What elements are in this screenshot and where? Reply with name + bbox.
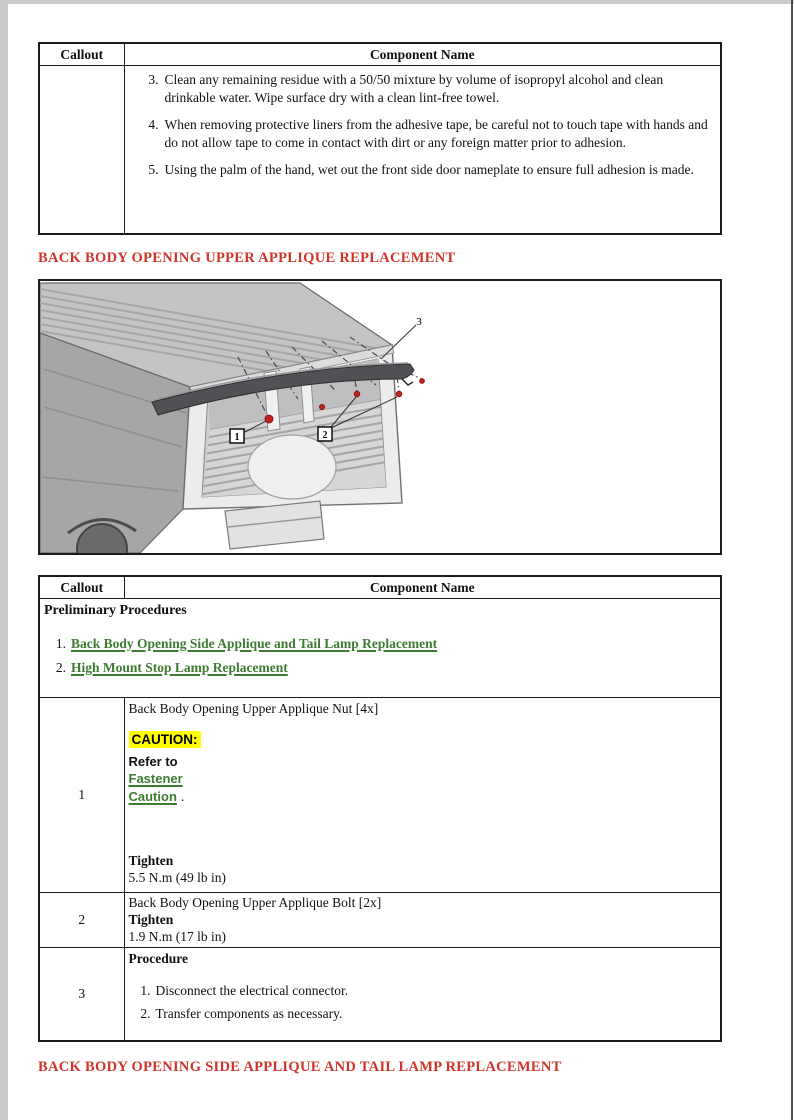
page-edge-left: [0, 0, 8, 1120]
page-edge-right: [791, 0, 793, 1120]
list-number: 2.: [55, 660, 66, 675]
table-row: [39, 698, 721, 893]
step-text: When removing protective liners from the adhesive tape, be careful not to touch tape with hands and do not allow tape to come in contact with dirt or any foreign matter prior to adhesion.: [164, 117, 708, 150]
van-rear-illustration: [38, 279, 722, 555]
steps-cell: [124, 66, 721, 235]
component-name: Back Body Opening Upper Applique Nut [4x]: [128, 701, 379, 716]
step-number: 1.: [140, 983, 151, 998]
callout-number: 3: [39, 948, 124, 1042]
step-text: Clean any remaining residue with a 50/50 mixture by volume of isopropyl alcohol and clean drinkable water. Wipe surface dry with a clean lint-free towel.: [164, 72, 664, 105]
step-text: Using the palm of the hand, wet out the front side door nameplate to ensure full adhesion is made.: [164, 162, 694, 177]
section-heading-side-applique: BACK BODY OPENING SIDE APPLIQUE AND TAIL LAMP REPLACEMENT: [38, 1059, 562, 1075]
component-cell: [124, 698, 721, 893]
table-row: [39, 893, 721, 948]
preliminary-procedures-row: [39, 599, 721, 698]
table-header-row: [39, 43, 721, 66]
tighten-spec: 5.5 N.m (49 lb in): [128, 870, 226, 885]
list-item: [44, 635, 716, 652]
link-fastener-caution-line1[interactable]: Fastener: [128, 771, 183, 786]
tighten-label: Tighten: [128, 912, 174, 927]
table2-component-name-header: Component Name: [124, 576, 721, 599]
step-number: 4.: [148, 117, 159, 132]
procedure-step: [129, 1005, 717, 1022]
list-number: 1.: [55, 636, 66, 651]
callout-2-label: 2: [322, 430, 328, 441]
component-table: [38, 575, 722, 1042]
instruction-step: [131, 161, 713, 179]
sentence-period: .: [180, 789, 185, 804]
nameplate-steps-table: [38, 42, 722, 235]
link-fastener-caution-line2[interactable]: Caution: [128, 789, 177, 804]
table-row: [39, 948, 721, 1042]
manual-page-content: [38, 0, 722, 1076]
step-text: Disconnect the electrical connector.: [155, 983, 349, 998]
table1-component-name-header: Component Name: [124, 43, 721, 66]
instruction-step: [131, 116, 713, 152]
table-row: [39, 66, 721, 235]
step-number: 2.: [140, 1006, 151, 1021]
link-high-mount-stop-lamp[interactable]: High Mount Stop Lamp Replacement: [71, 660, 288, 675]
preliminary-procedures-title: Preliminary Procedures: [44, 603, 187, 618]
list-item: [44, 659, 716, 676]
procedure-label: Procedure: [128, 951, 188, 966]
component-name: Back Body Opening Upper Applique Bolt [2x]: [128, 895, 382, 910]
component-cell: [124, 893, 721, 948]
caution-label: CAUTION:: [129, 731, 201, 748]
table-header-row: [39, 576, 721, 599]
tighten-label: Tighten: [128, 853, 174, 868]
table1-callout-header: Callout: [39, 43, 124, 66]
preliminary-procedures-cell: [39, 599, 721, 698]
callout-number: 1: [39, 698, 124, 893]
callout-1-label: 1: [234, 432, 240, 443]
step-number: 3.: [148, 72, 159, 87]
wheelhouse-cover: [248, 435, 336, 499]
preliminary-links-list: [44, 635, 716, 676]
van-rear-drawing: [40, 281, 720, 553]
step-text: Transfer components as necessary.: [155, 1006, 343, 1021]
applique-end-hook: [402, 379, 413, 385]
callout-number: 2: [39, 893, 124, 948]
instruction-step: [131, 71, 713, 107]
tighten-spec: 1.9 N.m (17 lb in): [128, 929, 226, 944]
procedure-step: [129, 982, 717, 999]
callout-3-label: 3: [416, 316, 422, 328]
table2-callout-header: Callout: [39, 576, 124, 599]
procedure-steps-list: [129, 982, 717, 1022]
step-number: 5.: [148, 162, 159, 177]
refer-to-text: Refer to: [128, 754, 178, 769]
component-cell: [124, 948, 721, 1042]
link-side-applique-and-tail-lamp[interactable]: Back Body Opening Side Applique and Tail Lamp Replacement: [71, 636, 438, 651]
section-heading-upper-applique: BACK BODY OPENING UPPER APPLIQUE REPLACEMENT: [38, 250, 456, 266]
empty-callout-cell: [39, 66, 124, 235]
